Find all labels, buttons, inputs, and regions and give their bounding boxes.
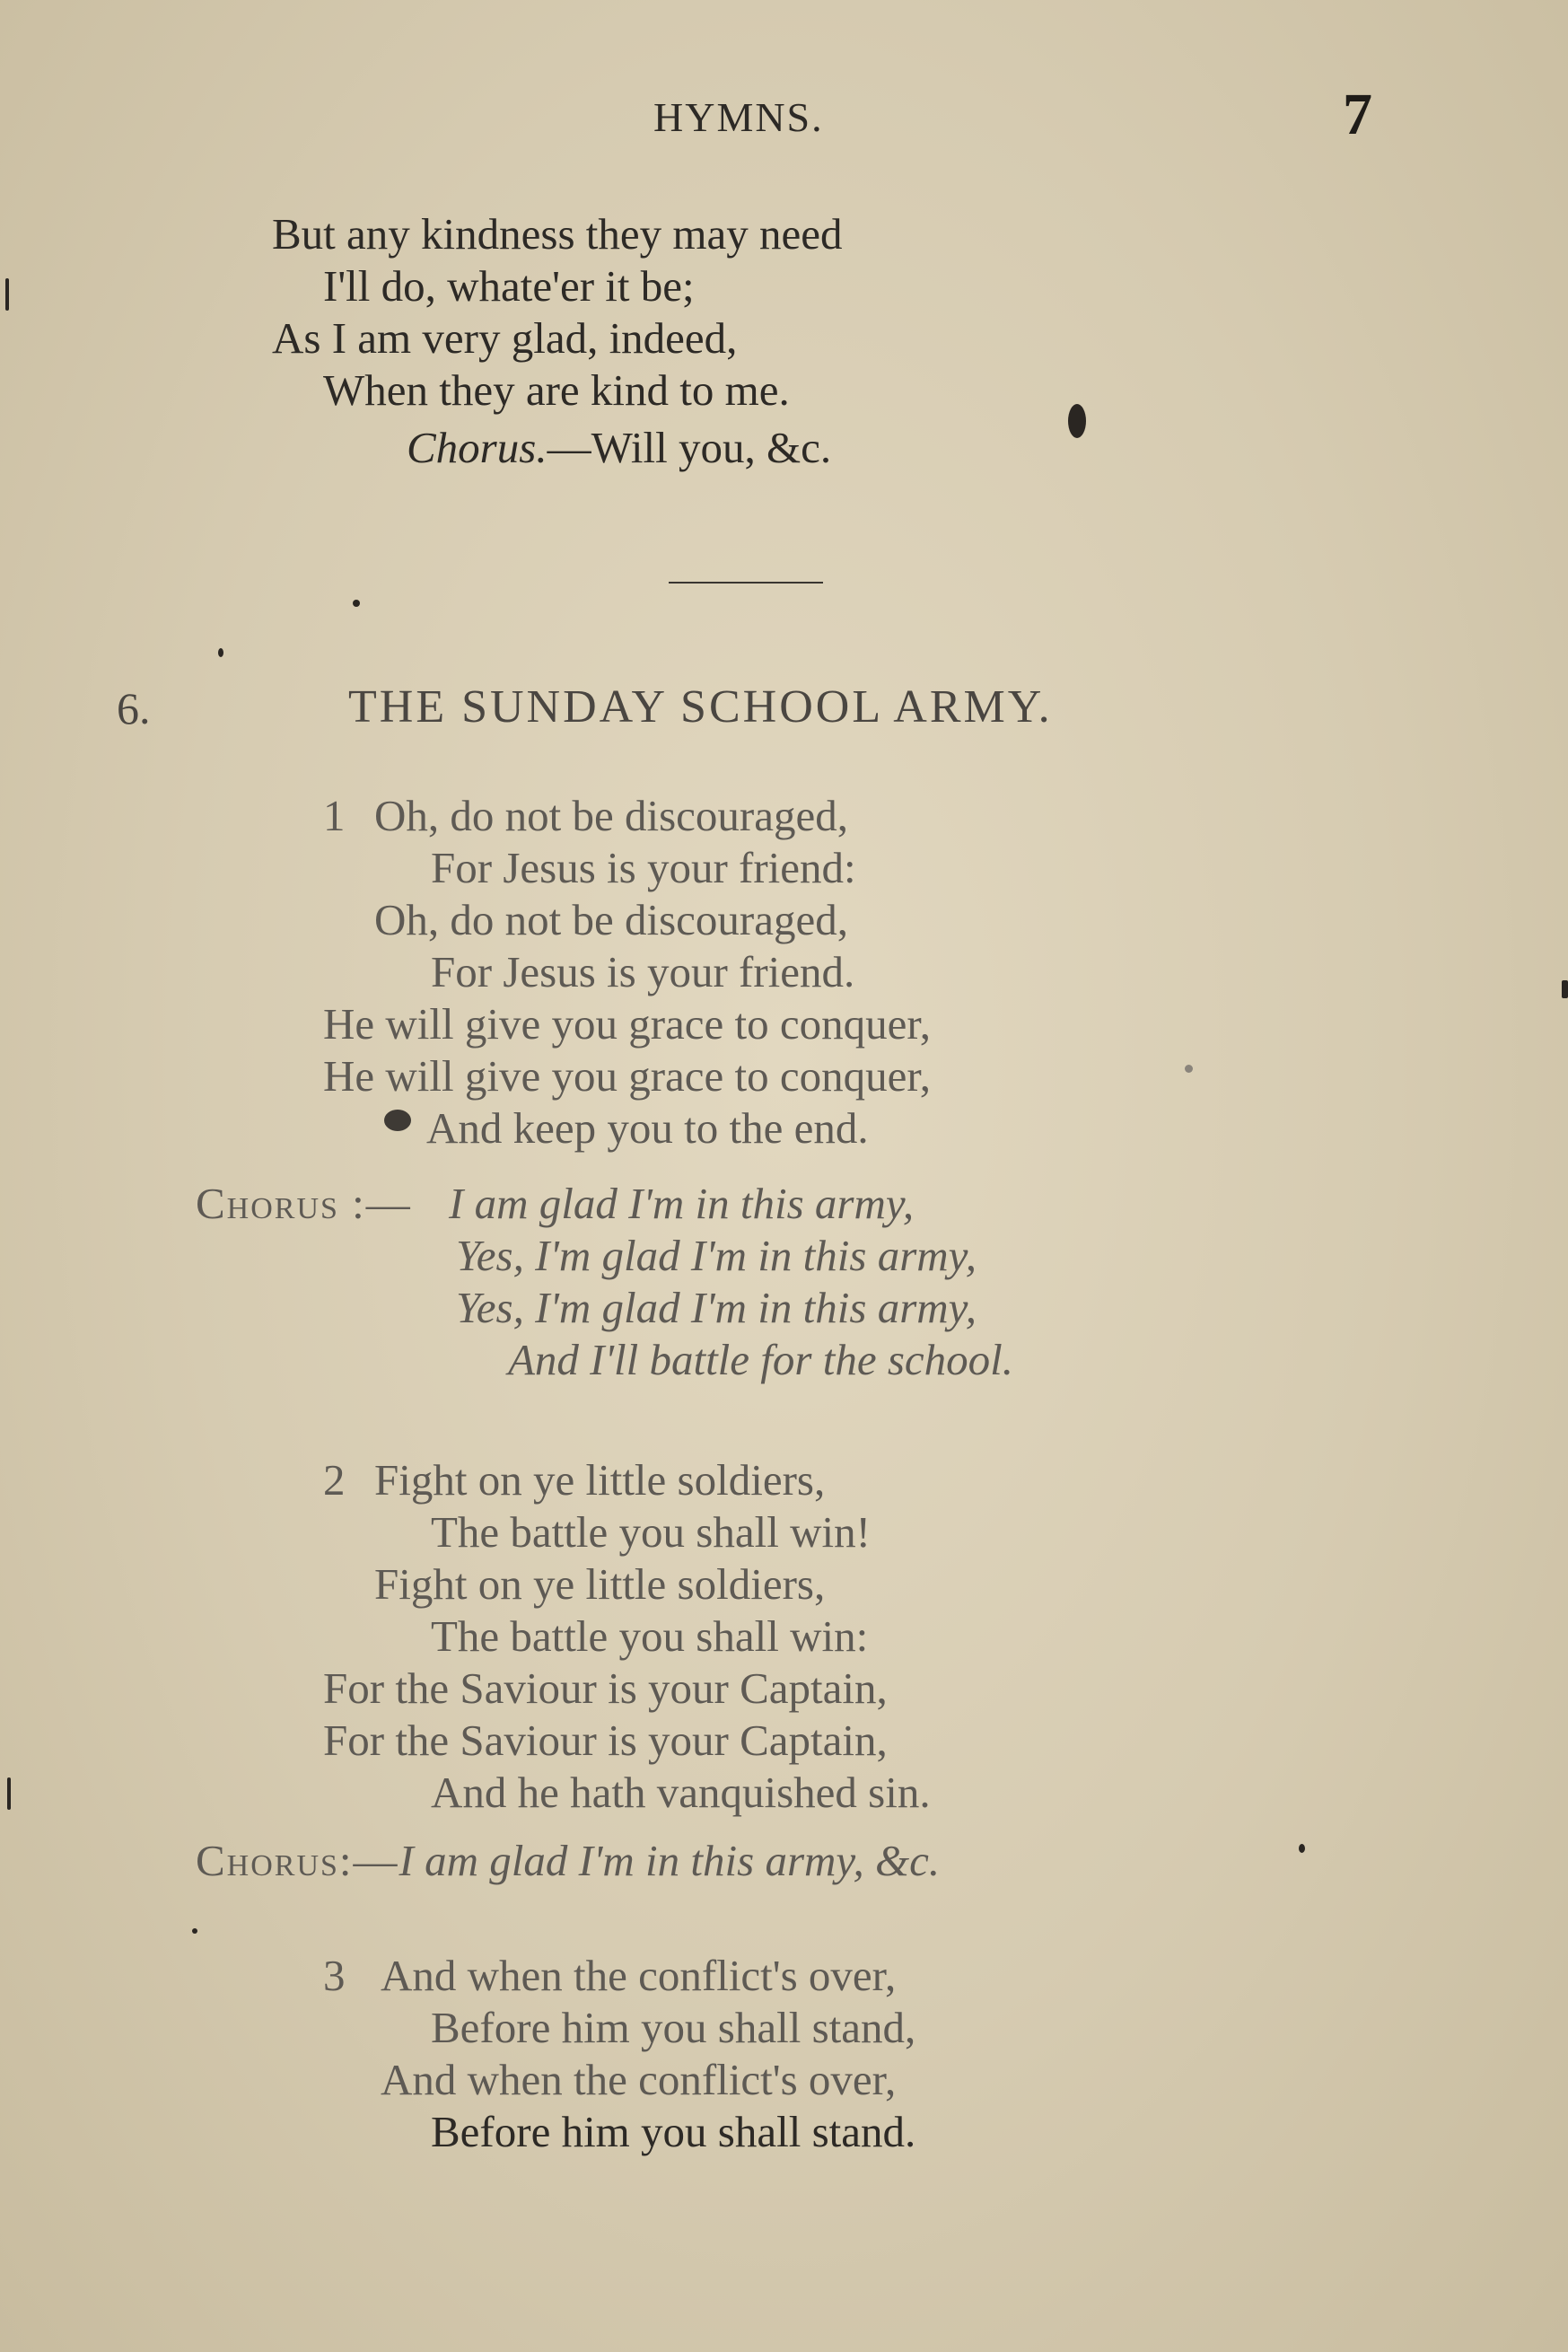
hymn-number: 6. <box>117 683 151 733</box>
verse-line: I'll do, whate'er it be; <box>323 261 695 311</box>
chorus-label: Chorus :— <box>196 1179 412 1228</box>
chorus-ref-text: —Will you, &c. <box>547 423 832 472</box>
verse-line: He will give you grace to conquer, <box>323 999 932 1049</box>
page-number: 7 <box>1343 82 1372 147</box>
chorus-reference <box>196 1836 941 1885</box>
chorus-line: I am glad I'm in this army, <box>449 1179 915 1228</box>
ink-speck <box>353 600 360 607</box>
chorus-line: Yes, I'm glad I'm in this army, <box>456 1231 977 1280</box>
ink-speck <box>218 648 223 657</box>
chorus-ref-text: I am glad I'm in this army, &c. <box>399 1836 941 1885</box>
chorus-reference <box>407 423 832 472</box>
verse-line: As I am very glad, indeed, <box>272 313 738 363</box>
ink-speck <box>7 1777 11 1810</box>
ink-blot <box>1068 404 1086 438</box>
ink-speck <box>5 278 9 311</box>
verse-line: For Jesus is your friend. <box>431 947 855 996</box>
verse-line: But any kindness they may need <box>272 209 843 259</box>
chorus-label: Chorus:— <box>196 1836 399 1885</box>
verse-number: 1 <box>323 791 346 840</box>
verse-line: For Jesus is your friend: <box>431 843 856 892</box>
verse-line: And keep you to the end. <box>426 1103 869 1153</box>
chorus-label: Chorus. <box>407 423 547 472</box>
verse-line: Fight on ye little soldiers, <box>374 1455 826 1505</box>
verse-line: For the Saviour is your Captain, <box>323 1663 888 1713</box>
verse-line: And when the conflict's over, <box>381 2055 897 2104</box>
verse-line: And when the conflict's over, <box>381 1951 897 2000</box>
verse-line: Oh, do not be discouraged, <box>374 791 848 840</box>
verse-line: Fight on ye little soldiers, <box>374 1559 826 1609</box>
verse-line: And he hath vanquished sin. <box>431 1768 931 1817</box>
verse-line: Oh, do not be discouraged, <box>374 895 848 944</box>
verse-number: 2 <box>323 1455 346 1505</box>
verse-number: 3 <box>323 1951 346 2000</box>
verse-line: The battle you shall win! <box>431 1507 871 1557</box>
ink-speck <box>1185 1065 1193 1073</box>
chorus-line: And I'll battle for the school. <box>508 1335 1014 1384</box>
ink-speck <box>192 1928 197 1934</box>
verse-line: The battle you shall win: <box>431 1611 869 1661</box>
running-title: HYMNS. <box>653 94 824 140</box>
hymn-title: THE SUNDAY SCHOOL ARMY. <box>348 681 1053 733</box>
section-divider <box>669 582 823 584</box>
verse-line: Before him you shall stand, <box>431 2003 916 2052</box>
ink-speck <box>1562 980 1568 998</box>
verse-line: For the Saviour is your Captain, <box>323 1716 888 1765</box>
verse-line: When they are kind to me. <box>323 365 790 415</box>
ink-blot <box>384 1110 411 1131</box>
verse-line: He will give you grace to conquer, <box>323 1051 932 1101</box>
verse-line: Before him you shall stand. <box>431 2107 916 2156</box>
ink-speck <box>1299 1844 1305 1853</box>
chorus-line: Yes, I'm glad I'm in this army, <box>456 1283 977 1332</box>
